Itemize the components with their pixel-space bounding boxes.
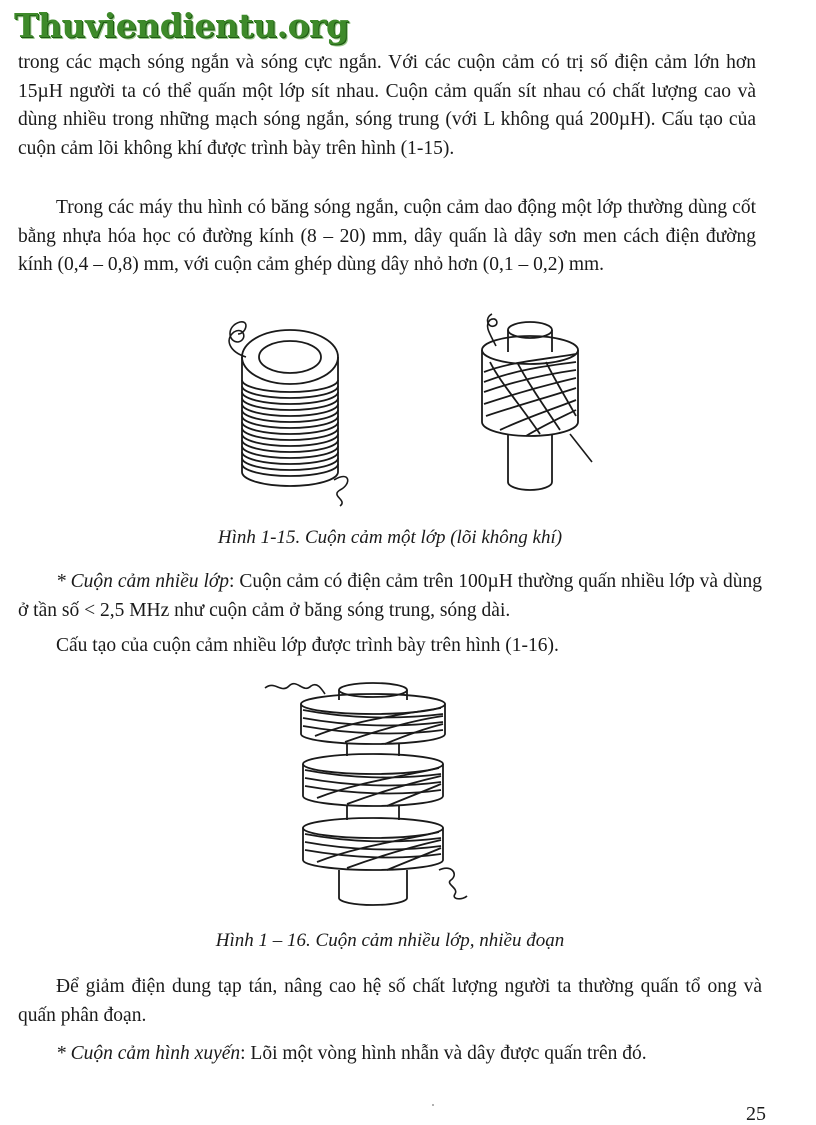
paragraph-3-body: : Cuộn cảm có điện cảm trên 100µH thường quấn nhiều lớp và dùng ở tần số < 2,5 MHz như cuộn cảm ở băng sóng trung, sóng dài. <box>18 571 762 621</box>
paragraph-2: Trong các máy thu hình có băng sóng ngắn, cuộn cảm dao động một lớp thường dùng cốt bằng nhựa hóa học có đường kính (8 – 20) mm, dây quấn là dây sơn men cách điện đường kính (0,4 – 0,8) mm, với cuộn cảm ghép dùng dây nhỏ hơn (0,1 – 0,2) mm. <box>18 197 756 276</box>
paragraph-6 <box>56 1040 776 1069</box>
paragraph-3 <box>18 568 762 625</box>
figure-1-15-caption: Hình 1-15. Cuộn cảm một lớp (lõi không khí) <box>217 527 563 548</box>
figure-1-16-illustration <box>255 676 495 916</box>
paragraph-6-body: : Lõi một vòng hình nhẫn và dây được quấn trên đó. <box>240 1043 647 1064</box>
paragraph-3-lead: * Cuộn cảm nhiều lớp <box>56 571 230 592</box>
paragraph-4: Cấu tạo của cuộn cảm nhiều lớp được trình bày trên hình (1-16). <box>56 635 559 656</box>
paragraph-1: trong các mạch sóng ngắn và sóng cực ngắn. Với các cuộn cảm có trị số điện cảm lớn hơn 15µH người ta có thể quấn một lớp sít nhau. Cuộn cảm quấn sít nhau có chất lượng cao và dùng nhiều trong những mạch sóng ngắn, sóng trung (với L không quá 200µH). Cấu tạo của cuộn cảm lõi không khí được trình bày trên hình (1-15). <box>18 52 756 159</box>
page-number: 25 <box>746 1103 766 1125</box>
scan-speck <box>432 1104 434 1106</box>
site-logo: Thuviendientu.org <box>14 6 349 45</box>
figure-1-16-caption: Hình 1 – 16. Cuộn cảm nhiều lớp, nhiều đoạn <box>215 930 565 951</box>
paragraph-6-lead: * Cuộn cảm hình xuyến <box>56 1043 241 1064</box>
figure-1-15-illustration <box>200 312 600 512</box>
paragraph-5: Để giảm điện dung tạp tán, nâng cao hệ số chất lượng người ta thường quấn tổ ong và quấn phân đoạn. <box>18 976 762 1026</box>
